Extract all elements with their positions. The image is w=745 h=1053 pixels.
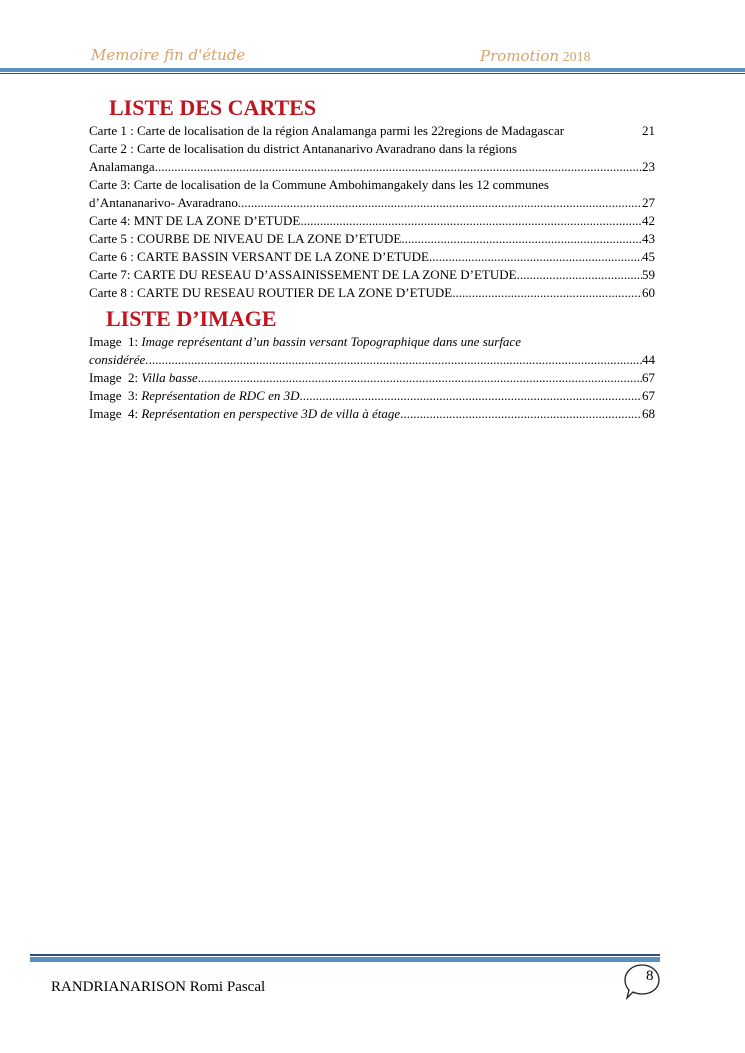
entry-page: 23 xyxy=(642,159,655,174)
page-number: 8 xyxy=(646,968,654,984)
entry-prefix: Image 2: xyxy=(89,370,142,385)
entry-text: Carte 4: MNT DE LA ZONE D’ETUDE xyxy=(89,213,301,228)
entry-page: 60 xyxy=(642,285,655,300)
header-rule-dark xyxy=(0,73,745,74)
dot-leader xyxy=(198,369,642,387)
entry-text: Villa basse xyxy=(141,370,198,385)
entry-text: Carte 8 : CARTE DU RESEAU ROUTIER DE LA ZONE D’ETUDE xyxy=(89,285,453,300)
entry-prefix: Image 4: xyxy=(89,406,142,421)
header-promotion-year: 2018 xyxy=(562,50,591,65)
entry-page: 42 xyxy=(642,213,655,228)
list-item-image-4[interactable] xyxy=(89,405,655,423)
header-rule xyxy=(0,68,745,72)
header-promotion xyxy=(480,47,591,66)
header-title: Memoire fin d'étude xyxy=(91,46,246,64)
list-item-carte-7[interactable] xyxy=(89,266,655,284)
entry-text-cont: d’Antananarivo- Avaradrano xyxy=(89,195,238,210)
entry-text: Carte 7: CARTE DU RESEAU D’ASSAINISSEMENT DE LA ZONE D’ETUDE xyxy=(89,267,517,282)
entry-page: 45 xyxy=(642,249,655,264)
dot-leader xyxy=(299,387,642,405)
section-title-images: LISTE D’IMAGE xyxy=(106,306,277,331)
entry-page: 68 xyxy=(642,406,655,421)
dot-leader xyxy=(300,212,642,230)
entry-text: Carte 6 : CARTE BASSIN VERSANT DE LA ZONE D’ETUDE xyxy=(89,249,429,264)
entry-text: Carte 1 : Carte de localisation de la région Analamanga parmi les 22regions de Madagascar xyxy=(89,123,565,138)
footer-author: RANDRIANARISON Romi Pascal xyxy=(51,979,266,995)
entry-text: Carte 5 : COURBE DE NIVEAU DE LA ZONE D’ETUDE xyxy=(89,231,402,246)
speech-bubble-icon xyxy=(622,962,662,1002)
list-item-carte-5[interactable] xyxy=(89,230,655,248)
dot-leader xyxy=(429,248,642,266)
dot-leader xyxy=(452,284,642,302)
entry-page: 44 xyxy=(642,352,655,367)
list-item-carte-6[interactable] xyxy=(89,248,655,266)
entry-text-cont: considérée. xyxy=(89,352,149,367)
footer-rule xyxy=(30,957,660,962)
list-item-carte-1[interactable] xyxy=(89,122,655,140)
entry-page: 21 xyxy=(642,123,655,138)
entry-prefix: Image 1: xyxy=(89,334,142,349)
entry-prefix: Image 3: xyxy=(89,388,142,403)
list-item-image-3[interactable] xyxy=(89,387,655,405)
header-promotion-label: Promotion xyxy=(480,47,560,65)
dot-leader xyxy=(517,266,642,284)
list-item-carte-3[interactable] xyxy=(89,176,655,212)
list-item-carte-8[interactable] xyxy=(89,284,655,302)
list-item-image-1[interactable] xyxy=(89,333,655,369)
dot-leader xyxy=(155,158,642,176)
entry-text: Carte 3: Carte de localisation de la Commune Ambohimangakely dans les 12 communes xyxy=(89,177,549,192)
entry-text: Représentation en perspective 3D de villa à étage xyxy=(141,406,401,421)
entry-text: Image représentant d’un bassin versant Topographique dans une surface xyxy=(141,334,521,349)
list-item-image-2[interactable] xyxy=(89,369,655,387)
entry-page: 43 xyxy=(642,231,655,246)
entry-page: 59 xyxy=(642,267,655,282)
dot-leader xyxy=(400,405,642,423)
dot-leader xyxy=(401,230,642,248)
entry-page: 27 xyxy=(642,195,655,210)
entry-text-cont: Analamanga xyxy=(89,159,155,174)
page-content xyxy=(89,94,655,423)
list-item-carte-4[interactable] xyxy=(89,212,655,230)
dot-leader xyxy=(149,351,642,369)
entry-text: Carte 2 : Carte de localisation du district Antananarivo Avaradrano dans la régions xyxy=(89,141,517,156)
entry-page: 67 xyxy=(642,370,655,385)
entry-text: Représentation de RDC en 3D xyxy=(141,388,300,403)
section-title-cartes: LISTE DES CARTES xyxy=(109,95,317,120)
list-item-carte-2[interactable] xyxy=(89,140,655,176)
footer-rule-dark xyxy=(30,954,660,956)
entry-page: 67 xyxy=(642,388,655,403)
dot-leader xyxy=(238,194,642,212)
